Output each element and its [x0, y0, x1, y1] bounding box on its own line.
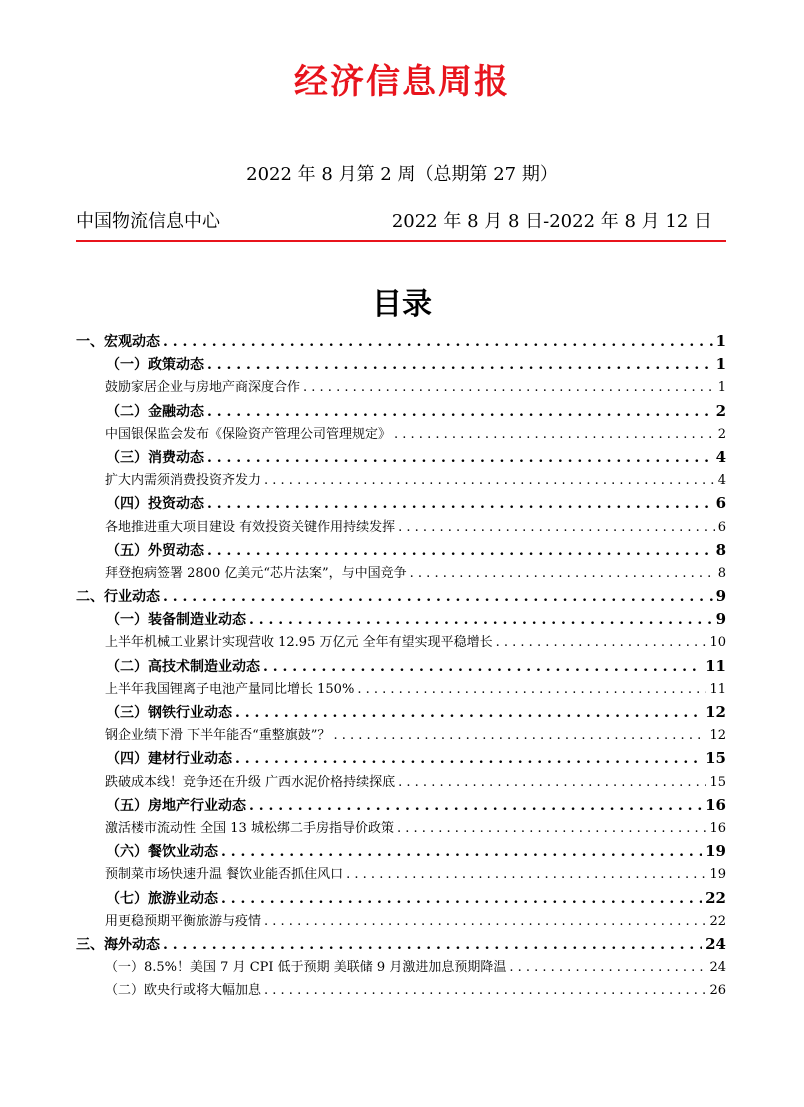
toc-entry-page: 8 — [715, 540, 726, 559]
toc-entry[interactable] — [76, 562, 726, 585]
toc-entry-page: 15 — [705, 749, 726, 768]
toc-leader-dots — [509, 956, 706, 979]
toc-entry[interactable] — [76, 817, 726, 840]
toc-entry[interactable] — [76, 423, 726, 446]
toc-entry[interactable] — [76, 771, 726, 794]
toc-entry[interactable] — [76, 979, 726, 1002]
toc-entry[interactable] — [76, 747, 726, 770]
toc-entry-title: 钢企业绩下滑 下半年能否“重整旗鼓”？ — [105, 728, 331, 744]
toc-entry-page: 19 — [705, 842, 726, 861]
toc-leader-dots — [163, 331, 713, 354]
toc-entry[interactable] — [76, 678, 726, 701]
toc-entry-title: （四）建材行业动态 — [106, 751, 232, 768]
toc-entry-title: 二、行业动态 — [76, 589, 160, 606]
toc-entry[interactable] — [76, 376, 726, 399]
toc-entry-title: 跌破成本线！竞争还在升级 广西水泥价格持续探底 — [105, 774, 396, 790]
toc-entry-title: （一）装备制造业动态 — [106, 612, 246, 629]
toc-entry[interactable] — [76, 539, 726, 562]
toc-leader-dots — [249, 795, 702, 818]
toc-entry-page: 1 — [715, 355, 726, 374]
toc-leader-dots — [235, 748, 702, 771]
toc-leader-dots — [221, 888, 702, 911]
toc-entry-page: 1 — [715, 332, 726, 350]
toc-entry-page: 16 — [705, 795, 726, 814]
toc-leader-dots — [264, 469, 715, 492]
toc-entry-title: 鼓励家居企业与房地产商深度合作 — [105, 380, 301, 396]
toc-entry-title: （一）政策动态 — [106, 357, 204, 374]
organization: 中国物流信息中心 — [76, 211, 220, 232]
toc-leader-dots — [263, 656, 702, 679]
toc-entry-title: （二）金融动态 — [106, 403, 204, 420]
toc-entry-page: 19 — [709, 867, 726, 883]
toc-entry-page: 8 — [717, 565, 726, 581]
toc-entry-page: 1 — [717, 380, 726, 396]
toc-leader-dots — [333, 724, 706, 747]
toc-entry[interactable] — [76, 631, 726, 654]
toc-entry[interactable] — [76, 863, 726, 886]
toc-entry[interactable] — [76, 655, 726, 678]
toc-entry[interactable] — [76, 724, 726, 747]
toc-leader-dots — [346, 863, 706, 886]
toc-entry-page: 24 — [709, 960, 726, 976]
table-of-contents — [76, 330, 726, 1002]
toc-leader-dots — [207, 447, 713, 470]
toc-entry[interactable] — [76, 840, 726, 863]
toc-entry-page: 24 — [705, 934, 726, 953]
toc-entry-page: 22 — [705, 888, 726, 907]
toc-entry-title: （三）消费动态 — [106, 449, 204, 466]
toc-entry-title: 中国银保监会发布《保险资产管理公司管理规定》 — [105, 426, 392, 442]
toc-leader-dots — [207, 540, 713, 563]
toc-entry-page: 6 — [715, 494, 726, 513]
toc-entry[interactable] — [76, 492, 726, 515]
toc-entry[interactable] — [76, 516, 726, 539]
toc-entry[interactable] — [76, 794, 726, 817]
toc-leader-dots — [397, 817, 707, 840]
header-divider — [76, 240, 726, 242]
toc-entry[interactable] — [76, 887, 726, 910]
toc-leader-dots — [410, 562, 715, 585]
date-range: 2022 年 8 月 8 日-2022 年 8 月 12 日 — [391, 211, 712, 232]
toc-entry[interactable] — [76, 933, 726, 956]
toc-entry-page: 11 — [709, 681, 726, 697]
toc-entry[interactable] — [76, 608, 726, 631]
toc-leader-dots — [398, 516, 715, 539]
toc-entry-title: 三、海外动态 — [76, 936, 160, 953]
toc-leader-dots — [207, 401, 713, 424]
toc-entry[interactable] — [76, 910, 726, 933]
toc-title: 目录 — [372, 287, 432, 322]
toc-entry-page: 15 — [709, 774, 726, 790]
toc-entry-page: 10 — [709, 635, 726, 651]
toc-entry-title: 用更稳预期平衡旅游与疫情 — [105, 913, 262, 929]
toc-entry-page: 9 — [715, 587, 726, 606]
toc-leader-dots — [398, 771, 706, 794]
toc-leader-dots — [207, 354, 713, 377]
toc-entry-title: 扩大内需须消费投资齐发力 — [105, 473, 262, 489]
toc-leader-dots — [303, 376, 715, 399]
toc-entry-page: 6 — [717, 519, 726, 535]
toc-entry-title: 拜登抱病签署 2800 亿美元“芯片法案”，与中国竞争 — [105, 565, 407, 581]
toc-entry-page: 9 — [715, 610, 726, 629]
toc-entry-title: 上半年机械工业累计实现营收 12.95 万亿元 全年有望实现平稳增长 — [105, 635, 493, 651]
toc-entry-page: 16 — [709, 820, 726, 836]
toc-entry-page: 22 — [709, 913, 726, 929]
toc-entry[interactable] — [76, 353, 726, 376]
toc-entry[interactable] — [76, 446, 726, 469]
toc-entry-title: 一、宏观动态 — [76, 334, 160, 350]
toc-entry-title: （二）高技术制造业动态 — [106, 658, 260, 675]
toc-leader-dots — [207, 493, 713, 516]
toc-entry-title: 预制菜市场快速升温 餐饮业能否抓住风口 — [105, 867, 344, 883]
toc-leader-dots — [163, 934, 702, 957]
toc-entry-title: 各地推进重大项目建设 有效投资关键作用持续发挥 — [105, 519, 396, 535]
toc-entry-page: 4 — [715, 447, 726, 466]
toc-leader-dots — [357, 678, 706, 701]
toc-entry-title: （一）8.5%！美国 7 月 CPI 低于预期 美联储 9 月激进加息预期降温 — [105, 960, 507, 976]
toc-leader-dots — [264, 979, 706, 1002]
toc-entry[interactable] — [76, 469, 726, 492]
toc-entry[interactable] — [76, 585, 726, 608]
page-title: 经济信息周报 — [294, 62, 510, 102]
toc-entry-title: （五）房地产行业动态 — [106, 797, 246, 814]
toc-entry-title: （三）钢铁行业动态 — [106, 705, 232, 721]
toc-leader-dots — [264, 910, 706, 933]
toc-entry-page: 12 — [709, 728, 726, 744]
toc-entry-title: （四）投资动态 — [106, 496, 204, 513]
toc-entry-page: 12 — [705, 703, 726, 721]
toc-leader-dots — [249, 609, 713, 632]
toc-leader-dots — [163, 586, 713, 609]
toc-leader-dots — [496, 631, 707, 654]
toc-entry-title: 激活楼市流动性 全国 13 城松绑二手房指导价政策 — [105, 820, 394, 836]
toc-leader-dots — [221, 841, 702, 864]
toc-entry-page: 2 — [717, 426, 726, 442]
toc-leader-dots — [394, 423, 715, 446]
toc-entry-title: 上半年我国锂离子电池产量同比增长 150% — [105, 681, 355, 697]
toc-entry[interactable] — [76, 701, 726, 724]
toc-entry-title: （二）欧央行或将大幅加息 — [105, 983, 262, 999]
toc-entry-title: （六）餐饮业动态 — [106, 844, 218, 861]
toc-entry-page: 2 — [715, 401, 726, 420]
toc-entry-page: 4 — [717, 473, 726, 489]
toc-leader-dots — [235, 702, 702, 725]
toc-entry[interactable] — [76, 330, 726, 353]
toc-entry-page: 26 — [709, 983, 726, 999]
toc-entry-page: 11 — [705, 656, 726, 675]
issue-line: 2022 年 8 月第 2 周（总期第 27 期） — [246, 164, 558, 185]
toc-entry-title: （七）旅游业动态 — [106, 890, 218, 907]
toc-entry-title: （五）外贸动态 — [106, 542, 204, 559]
toc-entry[interactable] — [76, 400, 726, 423]
toc-entry[interactable] — [76, 956, 726, 979]
